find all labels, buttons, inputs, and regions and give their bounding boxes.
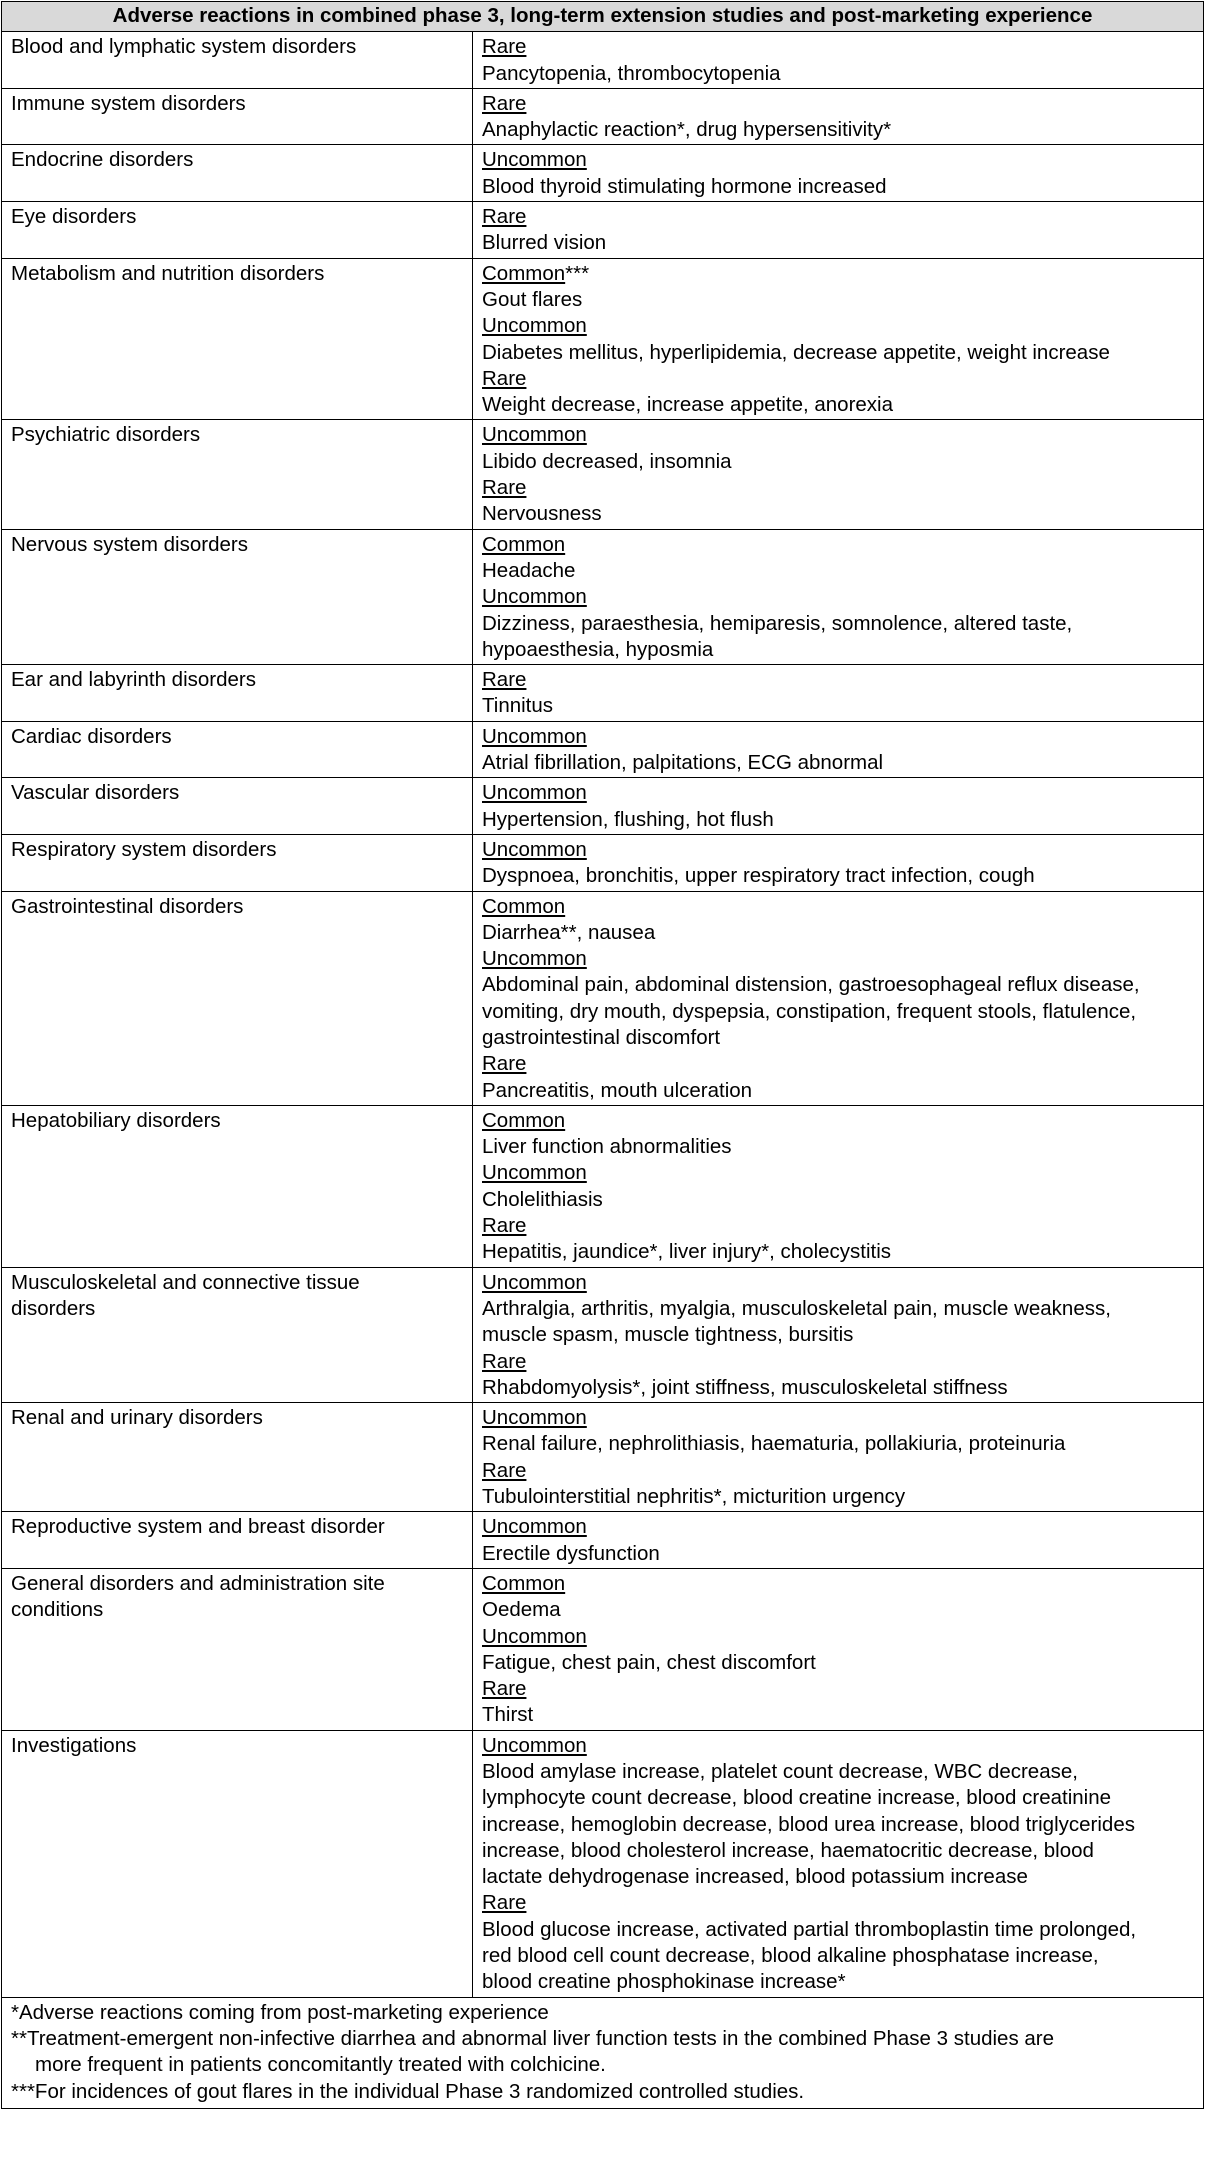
frequency-line — [482, 584, 1195, 610]
system-organ-class-line: Musculoskeletal and connective tissue — [11, 1270, 360, 1294]
frequency-line — [482, 261, 1195, 287]
reaction-terms: Renal failure, nephrolithiasis, haematuria, pollakiuria, proteinuria — [482, 1432, 1066, 1456]
system-organ-class-label: Metabolism and nutrition disorders — [11, 261, 325, 285]
system-organ-class-label: Investigations — [11, 1733, 137, 1757]
adverse-reactions-page — [0, 1, 1205, 2160]
reaction-terms: lactate dehydrogenase increased, blood potassium increase — [482, 1865, 1028, 1889]
reaction-terms: Blood thyroid stimulating hormone increased — [482, 174, 887, 198]
frequency-label: Common — [482, 1108, 566, 1132]
reaction-terms: hypoaesthesia, hyposmia — [482, 637, 714, 661]
reaction-terms: Weight decrease, increase appetite, anorexia — [482, 393, 894, 417]
system-organ-class-cell — [2, 202, 473, 259]
frequency-line — [482, 1514, 1195, 1540]
table-body — [2, 32, 1204, 1997]
reaction-terms: increase, blood cholesterol increase, haematocritic decrease, blood — [482, 1838, 1094, 1862]
footnote-line: *Adverse reactions coming from post-marketing experience — [11, 2000, 549, 2024]
frequency-line — [482, 1270, 1195, 1296]
frequency-label: Common — [482, 1571, 566, 1595]
reaction-terms: blood creatine phosphokinase increase* — [482, 1970, 846, 1994]
system-organ-class-cell — [2, 891, 473, 1105]
table-row — [2, 529, 1204, 664]
table-row — [2, 420, 1204, 529]
reaction-terms: Pancytopenia, thrombocytopenia — [482, 61, 781, 85]
reactions-cell — [473, 32, 1204, 89]
table-row — [2, 1267, 1204, 1402]
frequency-label: Rare — [482, 1214, 527, 1238]
reaction-terms: Rhabdomyolysis*, joint stiffness, musculoskeletal stiffness — [482, 1375, 1008, 1399]
system-organ-class-label: Renal and urinary disorders — [11, 1406, 263, 1430]
frequency-label: Rare — [482, 91, 527, 115]
frequency-line — [482, 1160, 1195, 1186]
frequency-line — [482, 1624, 1195, 1650]
frequency-label: Uncommon — [482, 1270, 587, 1294]
system-organ-class-cell — [2, 145, 473, 202]
system-organ-class-label: Immune system disorders — [11, 91, 246, 115]
frequency-label: Uncommon — [482, 314, 587, 338]
frequency-label: Rare — [482, 1458, 527, 1482]
frequency-label: Rare — [482, 205, 527, 229]
table-title: Adverse reactions in combined phase 3, long-term extension studies and post-marketing experience — [2, 2, 1204, 32]
system-organ-class-label: Blood and lymphatic system disorders — [11, 35, 357, 59]
reaction-terms: Dyspnoea, bronchitis, upper respiratory tract infection, cough — [482, 864, 1035, 888]
frequency-line — [482, 1458, 1195, 1484]
frequency-label: Rare — [482, 35, 527, 59]
footnote-line: **Treatment-emergent non-infective diarrhea and abnormal liver function tests in the combined Phase 3 studies are — [11, 2026, 1055, 2050]
reaction-terms: Thirst — [482, 1703, 534, 1727]
system-organ-class-line: disorders — [11, 1296, 96, 1320]
reactions-cell — [473, 778, 1204, 835]
footnotes-row — [2, 1997, 1204, 2108]
frequency-label: Uncommon — [482, 1733, 587, 1757]
frequency-label: Uncommon — [482, 148, 587, 172]
system-organ-class-label: Nervous system disorders — [11, 532, 248, 556]
reaction-terms: Blurred vision — [482, 231, 607, 255]
reactions-cell — [473, 721, 1204, 778]
system-organ-class-cell — [2, 32, 473, 89]
frequency-line — [482, 667, 1195, 693]
system-organ-class-label: Psychiatric disorders — [11, 423, 201, 447]
reactions-cell — [473, 1568, 1204, 1730]
system-organ-class-label: Endocrine disorders — [11, 148, 194, 172]
frequency-label: Uncommon — [482, 947, 587, 971]
frequency-line — [482, 1108, 1195, 1134]
system-organ-class-cell — [2, 88, 473, 145]
footnote-line: more frequent in patients concomitantly treated with colchicine. — [35, 2053, 606, 2077]
frequency-line — [482, 946, 1195, 972]
frequency-line — [482, 1676, 1195, 1702]
frequency-label: Uncommon — [482, 423, 587, 447]
system-organ-class-label: Gastrointestinal disorders — [11, 894, 244, 918]
reactions-cell — [473, 420, 1204, 529]
reactions-cell — [473, 145, 1204, 202]
frequency-line — [482, 1571, 1195, 1597]
table-row — [2, 1568, 1204, 1730]
footnotes-cell — [2, 1997, 1204, 2108]
footnote-line: ***For incidences of gout flares in the individual Phase 3 randomized controlled studies. — [11, 2079, 805, 2103]
system-organ-class-cell — [2, 721, 473, 778]
system-organ-class-cell — [2, 778, 473, 835]
frequency-label: Common — [482, 261, 566, 285]
system-organ-class-label: Respiratory system disorders — [11, 837, 277, 861]
table-row — [2, 891, 1204, 1105]
reaction-terms: Anaphylactic reaction*, drug hypersensitivity* — [482, 118, 892, 142]
frequency-label: Uncommon — [482, 1406, 587, 1430]
system-organ-class-cell — [2, 529, 473, 664]
reaction-terms: Diarrhea**, nausea — [482, 920, 656, 944]
reaction-terms: Diabetes mellitus, hyperlipidemia, decrease appetite, weight increase — [482, 340, 1110, 364]
system-organ-class-line: conditions — [11, 1598, 104, 1622]
frequency-line — [482, 34, 1195, 60]
system-organ-class-cell — [2, 834, 473, 891]
frequency-line — [482, 475, 1195, 501]
reaction-terms: Nervousness — [482, 502, 602, 526]
table-row — [2, 834, 1204, 891]
reactions-cell — [473, 202, 1204, 259]
reaction-terms: Headache — [482, 558, 576, 582]
table-row — [2, 721, 1204, 778]
reaction-terms: Pancreatitis, mouth ulceration — [482, 1078, 753, 1102]
reaction-terms: Oedema — [482, 1598, 561, 1622]
reaction-terms: Abdominal pain, abdominal distension, gastroesophageal reflux disease, — [482, 973, 1140, 997]
reactions-cell — [473, 834, 1204, 891]
table-row — [2, 202, 1204, 259]
system-organ-class-cell — [2, 258, 473, 420]
frequency-line — [482, 780, 1195, 806]
frequency-line — [482, 1890, 1195, 1916]
frequency-line — [482, 366, 1195, 392]
system-organ-class-label: Reproductive system and breast disorder — [11, 1515, 385, 1539]
frequency-label: Rare — [482, 1052, 527, 1076]
table-row — [2, 1730, 1204, 1997]
reactions-cell — [473, 1105, 1204, 1267]
adverse-reactions-table — [1, 1, 1204, 2109]
frequency-label: Rare — [482, 1891, 527, 1915]
reaction-terms: lymphocyte count decrease, blood creatine increase, blood creatinine — [482, 1786, 1112, 1810]
frequency-label: Uncommon — [482, 724, 587, 748]
system-organ-class-label: Vascular disorders — [11, 781, 180, 805]
system-organ-class-cell — [2, 1403, 473, 1512]
system-organ-class-line: General disorders and administration site — [11, 1571, 385, 1595]
reactions-cell — [473, 88, 1204, 145]
table-row — [2, 88, 1204, 145]
frequency-label: Uncommon — [482, 781, 587, 805]
reaction-terms: muscle spasm, muscle tightness, bursitis — [482, 1323, 854, 1347]
frequency-label: Rare — [482, 476, 527, 500]
table-row — [2, 1105, 1204, 1267]
table-row — [2, 258, 1204, 420]
table-row — [2, 32, 1204, 89]
frequency-line — [482, 147, 1195, 173]
system-organ-class-label: Eye disorders — [11, 205, 137, 229]
reaction-terms: Gout flares — [482, 287, 583, 311]
table-row — [2, 665, 1204, 722]
reactions-cell — [473, 1512, 1204, 1569]
reaction-terms: Libido decreased, insomnia — [482, 449, 732, 473]
reaction-terms: vomiting, dry mouth, dyspepsia, constipation, frequent stools, flatulence, — [482, 999, 1137, 1023]
reaction-terms: Dizziness, paraesthesia, hemiparesis, somnolence, altered taste, — [482, 611, 1073, 635]
frequency-label: Uncommon — [482, 1515, 587, 1539]
frequency-line — [482, 1213, 1195, 1239]
frequency-line — [482, 1051, 1195, 1077]
reaction-terms: Blood amylase increase, platelet count decrease, WBC decrease, — [482, 1760, 1078, 1783]
frequency-line — [482, 204, 1195, 230]
frequency-line — [482, 894, 1195, 920]
table-header-row — [2, 2, 1204, 32]
reaction-terms: Cholelithiasis — [482, 1187, 603, 1211]
frequency-line — [482, 724, 1195, 750]
system-organ-class-cell — [2, 1568, 473, 1730]
frequency-line — [482, 422, 1195, 448]
system-organ-class-cell — [2, 1512, 473, 1569]
reaction-terms: gastrointestinal discomfort — [482, 1025, 721, 1049]
reactions-cell — [473, 891, 1204, 1105]
reaction-terms: Blood glucose increase, activated partial thromboplastin time prolonged, — [482, 1917, 1137, 1941]
reaction-terms: red blood cell count decrease, blood alkaline phosphatase increase, — [482, 1944, 1099, 1968]
table-row — [2, 778, 1204, 835]
frequency-label: Uncommon — [482, 837, 587, 861]
frequency-line — [482, 313, 1195, 339]
reactions-cell — [473, 1403, 1204, 1512]
frequency-line — [482, 532, 1195, 558]
frequency-line — [482, 1733, 1195, 1759]
system-organ-class-cell — [2, 420, 473, 529]
frequency-label: Uncommon — [482, 1161, 587, 1185]
frequency-label: Common — [482, 894, 566, 918]
reaction-terms: Liver function abnormalities — [482, 1135, 732, 1159]
system-organ-class-cell — [2, 1267, 473, 1402]
frequency-line — [482, 1349, 1195, 1375]
system-organ-class-label: Cardiac disorders — [11, 724, 172, 748]
system-organ-class-cell — [2, 1730, 473, 1997]
frequency-label: Rare — [482, 1677, 527, 1701]
reaction-terms: Erectile dysfunction — [482, 1541, 660, 1565]
frequency-label: Common — [482, 532, 566, 556]
reaction-terms: Tinnitus — [482, 694, 554, 718]
reactions-cell — [473, 1267, 1204, 1402]
reactions-cell — [473, 1730, 1204, 1997]
frequency-footnote-mark: *** — [565, 261, 590, 285]
frequency-label: Uncommon — [482, 1624, 587, 1648]
reaction-terms: Hypertension, flushing, hot flush — [482, 807, 774, 831]
reaction-terms: increase, hemoglobin decrease, blood urea increase, blood triglycerides — [482, 1812, 1135, 1836]
frequency-line — [482, 837, 1195, 863]
reaction-terms: Atrial fibrillation, palpitations, ECG abnormal — [482, 751, 884, 775]
reaction-terms: Hepatitis, jaundice*, liver injury*, cholecystitis — [482, 1240, 892, 1264]
frequency-line — [482, 91, 1195, 117]
frequency-label: Rare — [482, 366, 527, 390]
table-row — [2, 1512, 1204, 1569]
reaction-terms: Tubulointerstitial nephritis*, micturition urgency — [482, 1485, 906, 1509]
frequency-line — [482, 1405, 1195, 1431]
reactions-cell — [473, 529, 1204, 664]
table-row — [2, 1403, 1204, 1512]
system-organ-class-cell — [2, 1105, 473, 1267]
system-organ-class-cell — [2, 665, 473, 722]
table-row — [2, 145, 1204, 202]
frequency-label: Rare — [482, 668, 527, 692]
frequency-label: Uncommon — [482, 585, 587, 609]
reaction-terms: Arthralgia, arthritis, myalgia, musculoskeletal pain, muscle weakness, — [482, 1296, 1111, 1320]
frequency-label: Rare — [482, 1349, 527, 1373]
reactions-cell — [473, 665, 1204, 722]
reaction-terms: Fatigue, chest pain, chest discomfort — [482, 1650, 816, 1674]
system-organ-class-label: Hepatobiliary disorders — [11, 1108, 221, 1132]
system-organ-class-label: Ear and labyrinth disorders — [11, 668, 256, 692]
reactions-cell — [473, 258, 1204, 420]
